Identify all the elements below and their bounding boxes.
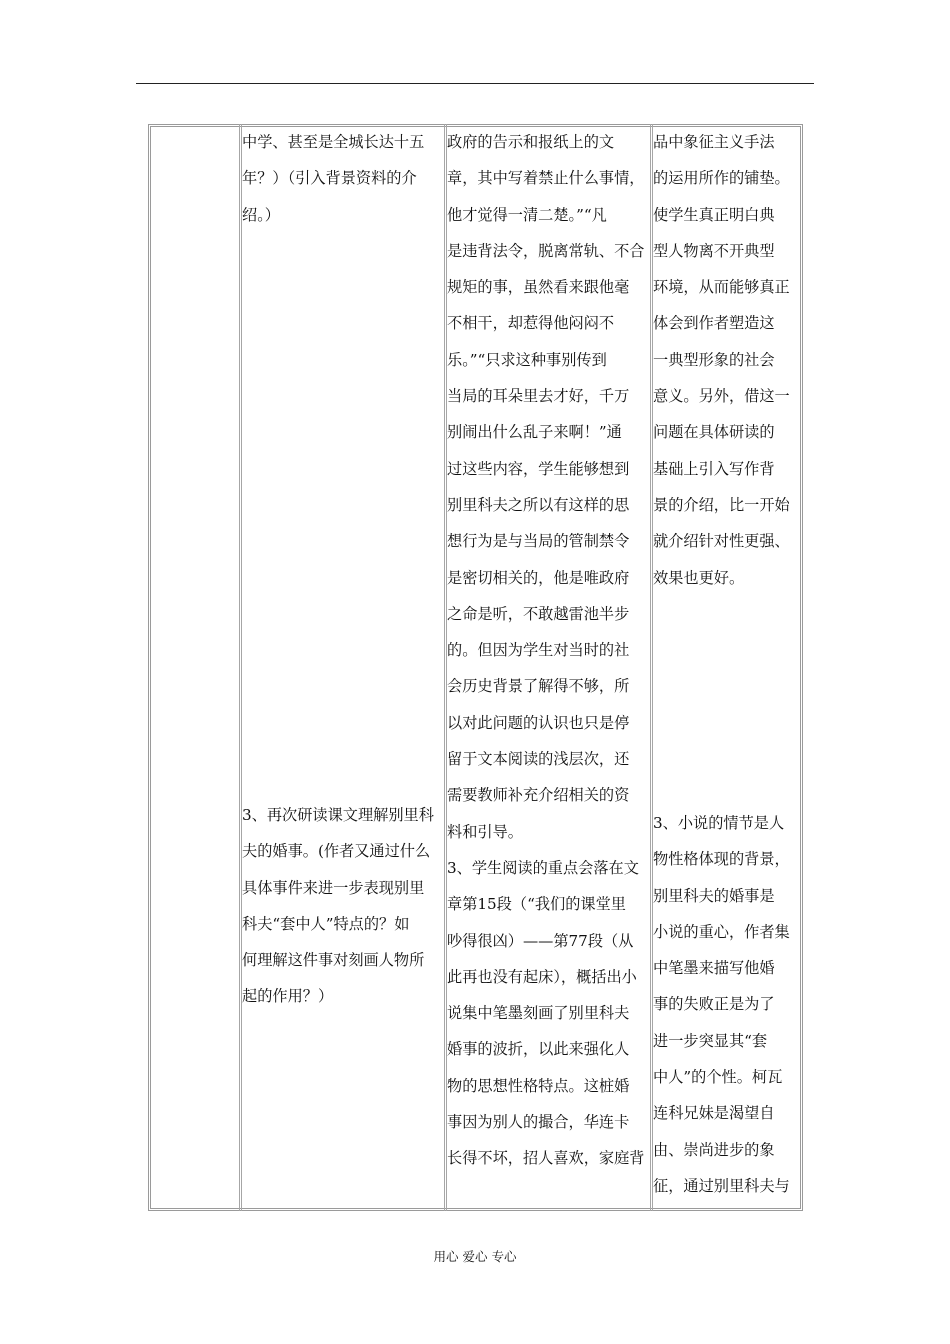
text-line: 是违背法令，脱离常轨、不合 xyxy=(447,241,645,260)
text-line: 说集中笔墨刻画了别里科夫 xyxy=(447,1004,630,1023)
text-line: 是密切相关的，他是唯政府 xyxy=(447,568,630,587)
text-line: 年？）（引入背景资料的介 xyxy=(242,169,417,188)
text-line: 事的失败正是为了 xyxy=(653,995,775,1014)
text-line: 一典型形象的社会 xyxy=(653,350,775,369)
text-line: 3、再次研读课文理解别里科 xyxy=(242,806,434,824)
text-line: 就介绍针对性更强、 xyxy=(653,532,790,551)
text-line: 政府的告示和报纸上的文 xyxy=(447,133,615,151)
text-line: 效果也更好。 xyxy=(653,568,745,587)
text-line: 留于文本阅读的浅层次，还 xyxy=(447,750,630,769)
text-line: 征，通过别里科夫与 xyxy=(653,1176,790,1195)
text-line: 具体事件来进一步表现别里 xyxy=(242,878,425,897)
text-line: 型人物离不开典型 xyxy=(653,241,775,260)
text-line: 别里科夫的婚事是 xyxy=(653,886,775,905)
text-line: 进一步突显其“套 xyxy=(653,1031,768,1050)
text-line: 需要教师补充介绍相关的资 xyxy=(447,786,630,805)
text-line: 物性格体现的背景， xyxy=(653,850,790,869)
text-line: 章第15段（“我们的课堂里 xyxy=(447,895,626,914)
text-line: 当局的耳朵里去才好，千万 xyxy=(447,387,630,406)
text-line: 意义。另外，借这一 xyxy=(653,387,790,406)
teaching-process-cell-bottom xyxy=(242,797,434,1015)
text-line: 科夫“套中人”特点的？如 xyxy=(242,914,410,933)
text-line: 3、学生阅读的重点会落在文 xyxy=(447,858,639,877)
text-line: 规矩的事，虽然看来跟他毫 xyxy=(447,278,630,297)
text-line: 起的作用？） xyxy=(242,987,334,1006)
text-line: 的。但因为学生对当时的社 xyxy=(447,641,630,660)
text-line: 中人”的个性。柯瓦 xyxy=(653,1068,783,1087)
text-line: 连科兄妹是渴望自 xyxy=(653,1104,775,1123)
text-line: 想行为是与当局的管制禁令 xyxy=(447,532,630,551)
text-line: 小说的重心，作者集 xyxy=(653,922,790,941)
text-line: 别闹出什么乱子来啊！”通 xyxy=(447,423,622,442)
design-intent-cell-bottom xyxy=(653,805,790,1204)
page-footer: 用心 爱心 专心 xyxy=(433,1249,517,1264)
design-intent-cell-top xyxy=(653,124,790,596)
text-line: 何理解这件事对刻画人物所 xyxy=(242,951,425,970)
text-line: 此再也没有起床），概括出小 xyxy=(447,967,637,986)
text-line: 基础上引入写作背 xyxy=(653,459,775,478)
text-line: 事因为别人的撮合，华连卡 xyxy=(447,1113,630,1132)
text-line: 使学生真正明白典 xyxy=(653,205,775,224)
text-line: 不相干，却惹得他闷闷不 xyxy=(447,314,615,333)
text-line: 问题在具体研读的 xyxy=(653,423,775,442)
text-line: 品中象征主义手法 xyxy=(653,133,775,151)
text-line: 中学、甚至是全城长达十五 xyxy=(242,133,425,151)
text-line: 乐。”“只求这种事别传到 xyxy=(447,350,607,369)
student-activity-cell xyxy=(447,124,644,1177)
text-line: 物的思想性格特点。这桩婚 xyxy=(447,1076,630,1095)
text-line: 别里科夫之所以有这样的思 xyxy=(447,495,630,514)
teaching-process-cell-top xyxy=(242,124,424,233)
text-line: 3、小说的情节是人 xyxy=(653,814,785,832)
text-line: 环境，从而能够真正 xyxy=(653,278,790,297)
text-line: 会历史背景了解得不够，所 xyxy=(447,677,630,696)
text-line: 料和引导。 xyxy=(447,822,523,841)
text-line: 的运用所作的铺垫。 xyxy=(653,169,790,188)
text-line: 夫的婚事。(作者又通过什么 xyxy=(242,842,431,861)
text-line: 过这些内容，学生能够想到 xyxy=(447,459,630,478)
text-line: 体会到作者塑造这 xyxy=(653,314,775,333)
text-line: 绍。） xyxy=(242,205,280,224)
text-line: 吵得很凶）——第77段（从 xyxy=(447,931,634,950)
text-line: 婚事的波折，以此来强化人 xyxy=(447,1040,630,1059)
text-line: 由、崇尚进步的象 xyxy=(653,1140,775,1159)
text-line: 章，其中写着禁止什么事情， xyxy=(447,169,645,188)
text-line: 中笔墨来描写他婚 xyxy=(653,959,775,978)
text-line: 以对此问题的认识也只是停 xyxy=(447,713,630,732)
header-rule xyxy=(136,83,814,84)
column-divider xyxy=(239,124,242,1211)
text-line: 他才觉得一清二楚。”“凡 xyxy=(447,205,607,224)
text-line: 长得不坏，招人喜欢，家庭背 xyxy=(447,1149,645,1168)
text-line: 之命是听，不敢越雷池半步 xyxy=(447,604,630,623)
text-line: 景的介绍，比一开始 xyxy=(653,495,790,514)
